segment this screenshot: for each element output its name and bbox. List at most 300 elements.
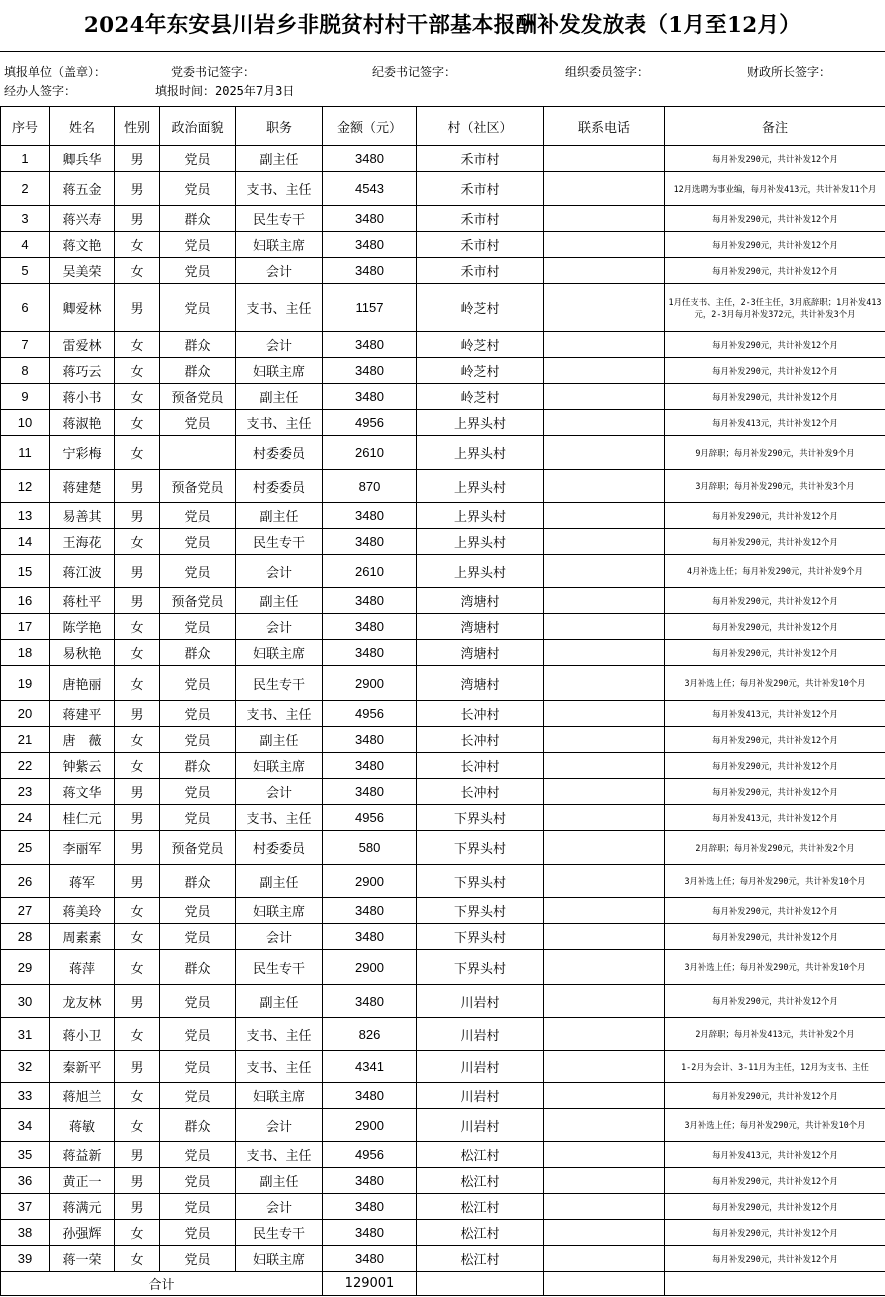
cell-index: 25 [1,831,50,865]
cell-name: 宁彩梅 [50,436,115,470]
cell-name: 易秋艳 [50,640,115,666]
cell-name: 桂仁元 [50,805,115,831]
cell-remarks: 3月补选上任；每月补发290元，共计补发10个月 [665,865,885,898]
cell-gender: 男 [115,503,160,529]
cell-political-status: 党员 [160,805,236,831]
cell-amount: 3480 [323,1194,417,1220]
cell-political-status: 预备党员 [160,470,236,503]
cell-political-status: 群众 [160,1109,236,1142]
cell-position: 妇联主席 [236,358,323,384]
cell-index: 7 [1,332,50,358]
cell-political-status: 党员 [160,1142,236,1168]
cell-remarks: 每月补发290元，共计补发12个月 [665,146,885,172]
cell-phone [544,258,665,284]
cell-gender: 男 [115,206,160,232]
cell-amount: 3480 [323,898,417,924]
cell-name: 孙强辉 [50,1220,115,1246]
cell-gender: 女 [115,666,160,701]
table-row [1,1083,885,1109]
header-remarks: 备注 [665,107,885,146]
cell-phone [544,206,665,232]
cell-amount: 3480 [323,503,417,529]
table-row [1,232,885,258]
cell-village: 松江村 [417,1220,544,1246]
cell-name: 易善其 [50,503,115,529]
cell-political-status: 党员 [160,258,236,284]
cell-amount: 4956 [323,410,417,436]
cell-index: 10 [1,410,50,436]
cell-gender: 女 [115,1083,160,1109]
cell-village: 上界头村 [417,529,544,555]
cell-village: 川岩村 [417,1109,544,1142]
cell-phone [544,1051,665,1083]
cell-index: 15 [1,555,50,588]
cell-village: 下界头村 [417,898,544,924]
cell-phone [544,1168,665,1194]
cell-amount: 3480 [323,384,417,410]
cell-index: 36 [1,1168,50,1194]
cell-remarks: 每月补发413元，共计补发12个月 [665,410,885,436]
cell-gender: 男 [115,146,160,172]
cell-gender: 女 [115,258,160,284]
cell-position: 民生专干 [236,529,323,555]
cell-name: 蒋建平 [50,701,115,727]
cell-phone [544,146,665,172]
header-village: 村（社区） [417,107,544,146]
cell-village: 长冲村 [417,701,544,727]
cell-village: 岭芝村 [417,358,544,384]
table-row [1,666,885,701]
cell-political-status: 预备党员 [160,588,236,614]
cell-gender: 女 [115,950,160,985]
cell-amount: 870 [323,470,417,503]
cell-remarks: 9月辞职；每月补发290元，共计补发9个月 [665,436,885,470]
cell-political-status: 群众 [160,206,236,232]
cell-gender: 女 [115,924,160,950]
cell-position: 支书、主任 [236,1018,323,1051]
cell-phone [544,1083,665,1109]
cell-political-status: 群众 [160,753,236,779]
cell-index: 18 [1,640,50,666]
cell-phone [544,529,665,555]
cell-amount: 3480 [323,779,417,805]
total-empty-cell [544,1272,665,1296]
cell-position: 副主任 [236,727,323,753]
table-row [1,436,885,470]
cell-remarks: 每月补发290元，共计补发12个月 [665,1083,885,1109]
cell-village: 岭芝村 [417,384,544,410]
cell-name: 蒋杜平 [50,588,115,614]
cell-amount: 3480 [323,258,417,284]
cell-amount: 4543 [323,172,417,206]
cell-index: 39 [1,1246,50,1272]
cell-amount: 4956 [323,805,417,831]
table-row [1,924,885,950]
cell-phone [544,1109,665,1142]
cell-remarks: 1月任支书、主任，2-3任主任，3月底辞职；1月补发413元，2-3月每月补发372元，共计补发3个月 [665,284,885,332]
cell-village: 川岩村 [417,985,544,1018]
header-gender: 性别 [115,107,160,146]
cell-gender: 女 [115,1109,160,1142]
cell-gender: 男 [115,1051,160,1083]
cell-gender: 女 [115,1220,160,1246]
cell-political-status: 党员 [160,666,236,701]
cell-phone [544,614,665,640]
table-row [1,1246,885,1272]
cell-political-status: 党员 [160,503,236,529]
salary-table [0,106,885,1296]
cell-index: 32 [1,1051,50,1083]
cell-position: 支书、主任 [236,805,323,831]
cell-phone [544,805,665,831]
cell-gender: 女 [115,727,160,753]
cell-position: 会计 [236,555,323,588]
cell-phone [544,436,665,470]
cell-name: 蒋淑艳 [50,410,115,436]
table-row [1,503,885,529]
cell-amount: 1157 [323,284,417,332]
table-row [1,1109,885,1142]
cell-amount: 3480 [323,753,417,779]
cell-phone [544,384,665,410]
cell-position: 妇联主席 [236,232,323,258]
cell-name: 蒋军 [50,865,115,898]
table-row [1,284,885,332]
cell-phone [544,1194,665,1220]
cell-position: 支书、主任 [236,284,323,332]
cell-name: 蒋建楚 [50,470,115,503]
cell-position: 会计 [236,1194,323,1220]
cell-amount: 3480 [323,232,417,258]
cell-name: 蒋萍 [50,950,115,985]
cell-position: 副主任 [236,588,323,614]
cell-name: 蒋满元 [50,1194,115,1220]
cell-amount: 2900 [323,865,417,898]
cell-gender: 男 [115,588,160,614]
cell-gender: 男 [115,1168,160,1194]
cell-phone [544,470,665,503]
cell-political-status: 党员 [160,172,236,206]
cell-phone [544,727,665,753]
cell-village: 下界头村 [417,950,544,985]
cell-village: 湾塘村 [417,614,544,640]
cell-name: 黄正一 [50,1168,115,1194]
table-row [1,555,885,588]
cell-remarks: 每月补发290元，共计补发12个月 [665,384,885,410]
cell-gender: 女 [115,1018,160,1051]
cell-remarks: 每月补发290元，共计补发12个月 [665,588,885,614]
cell-amount: 3480 [323,1168,417,1194]
cell-phone [544,950,665,985]
cell-amount: 3480 [323,614,417,640]
cell-remarks: 3月补选上任；每月补发290元，共计补发10个月 [665,1109,885,1142]
cell-amount: 2900 [323,950,417,985]
cell-index: 26 [1,865,50,898]
cell-gender: 男 [115,1194,160,1220]
cell-village: 下界头村 [417,831,544,865]
cell-position: 村委委员 [236,470,323,503]
cell-amount: 3480 [323,727,417,753]
cell-index: 22 [1,753,50,779]
cell-position: 会计 [236,258,323,284]
table-row [1,753,885,779]
cell-political-status: 党员 [160,232,236,258]
header-name: 姓名 [50,107,115,146]
cell-remarks: 每月补发290元，共计补发12个月 [665,779,885,805]
cell-index: 6 [1,284,50,332]
cell-village: 湾塘村 [417,666,544,701]
cell-amount: 2610 [323,436,417,470]
cell-political-status: 党员 [160,614,236,640]
table-row [1,172,885,206]
table-row [1,1018,885,1051]
cell-remarks: 每月补发290元，共计补发12个月 [665,614,885,640]
cell-gender: 女 [115,753,160,779]
cell-political-status: 党员 [160,898,236,924]
cell-political-status: 预备党员 [160,384,236,410]
cell-name: 蒋巧云 [50,358,115,384]
table-row [1,358,885,384]
cell-village: 下界头村 [417,924,544,950]
total-empty-cell [417,1272,544,1296]
cell-position: 妇联主席 [236,898,323,924]
cell-position: 民生专干 [236,1220,323,1246]
cell-remarks: 4月补选上任；每月补发290元，共计补发9个月 [665,555,885,588]
cell-village: 禾市村 [417,146,544,172]
cell-remarks: 每月补发290元，共计补发12个月 [665,985,885,1018]
cell-position: 副主任 [236,384,323,410]
cell-name: 蒋兴寿 [50,206,115,232]
cell-amount: 3480 [323,206,417,232]
table-row [1,1168,885,1194]
cell-index: 27 [1,898,50,924]
table-row [1,727,885,753]
table-row [1,1051,885,1083]
cell-phone [544,284,665,332]
cell-index: 37 [1,1194,50,1220]
cell-remarks: 每月补发290元，共计补发12个月 [665,898,885,924]
cell-index: 11 [1,436,50,470]
cell-name: 卿爱林 [50,284,115,332]
cell-gender: 男 [115,172,160,206]
cell-gender: 女 [115,410,160,436]
cell-name: 龙友林 [50,985,115,1018]
cell-political-status: 群众 [160,332,236,358]
meta-fill-time: 填报时间：2025年7月3日 [155,84,295,98]
cell-phone [544,924,665,950]
cell-amount: 580 [323,831,417,865]
cell-position: 支书、主任 [236,701,323,727]
header-position: 职务 [236,107,323,146]
cell-index: 28 [1,924,50,950]
cell-index: 30 [1,985,50,1018]
cell-name: 蒋旭兰 [50,1083,115,1109]
cell-village: 川岩村 [417,1051,544,1083]
table-row [1,410,885,436]
cell-phone [544,410,665,436]
total-empty-cell [665,1272,885,1296]
cell-political-status: 党员 [160,1168,236,1194]
cell-village: 岭芝村 [417,284,544,332]
cell-phone [544,1246,665,1272]
meta-org-member: 组织委员签字： [565,65,650,79]
cell-phone [544,1018,665,1051]
cell-political-status: 群众 [160,640,236,666]
cell-position: 民生专干 [236,206,323,232]
cell-phone [544,172,665,206]
cell-amount: 3480 [323,924,417,950]
cell-name: 雷爱林 [50,332,115,358]
cell-index: 29 [1,950,50,985]
table-row [1,470,885,503]
cell-gender: 男 [115,779,160,805]
cell-position: 村委委员 [236,831,323,865]
cell-index: 31 [1,1018,50,1051]
table-header-row [1,107,885,146]
cell-phone [544,588,665,614]
cell-remarks: 每月补发290元，共计补发12个月 [665,258,885,284]
cell-position: 副主任 [236,503,323,529]
cell-name: 陈学艳 [50,614,115,640]
cell-remarks: 每月补发290元，共计补发12个月 [665,1220,885,1246]
cell-gender: 女 [115,232,160,258]
cell-political-status: 党员 [160,1194,236,1220]
cell-political-status: 党员 [160,701,236,727]
cell-amount: 3480 [323,1246,417,1272]
table-row [1,588,885,614]
cell-name: 蒋文华 [50,779,115,805]
cell-remarks: 每月补发290元，共计补发12个月 [665,358,885,384]
table-row [1,985,885,1018]
cell-name: 卿兵华 [50,146,115,172]
table-row [1,640,885,666]
cell-name: 周素素 [50,924,115,950]
meta-handler: 经办人签字： [4,84,77,98]
cell-gender: 女 [115,1246,160,1272]
cell-remarks: 每月补发413元，共计补发12个月 [665,701,885,727]
cell-phone [544,701,665,727]
cell-position: 村委委员 [236,436,323,470]
cell-gender: 男 [115,831,160,865]
cell-name: 蒋江波 [50,555,115,588]
cell-name: 钟紫云 [50,753,115,779]
cell-index: 3 [1,206,50,232]
cell-position: 会计 [236,614,323,640]
total-amount: 129001 [323,1272,417,1296]
cell-position: 会计 [236,332,323,358]
cell-position: 支书、主任 [236,1142,323,1168]
cell-phone [544,232,665,258]
cell-village: 松江村 [417,1194,544,1220]
cell-political-status: 党员 [160,985,236,1018]
cell-village: 下界头村 [417,865,544,898]
cell-village: 岭芝村 [417,332,544,358]
table-row [1,146,885,172]
table-row [1,529,885,555]
table-row [1,614,885,640]
cell-amount: 3480 [323,146,417,172]
cell-index: 13 [1,503,50,529]
cell-gender: 男 [115,470,160,503]
cell-gender: 女 [115,529,160,555]
cell-index: 2 [1,172,50,206]
cell-village: 禾市村 [417,232,544,258]
cell-name: 蒋文艳 [50,232,115,258]
cell-remarks: 3月辞职；每月补发290元，共计补发3个月 [665,470,885,503]
cell-phone [544,753,665,779]
cell-gender: 女 [115,436,160,470]
cell-index: 14 [1,529,50,555]
meta-discipline-secretary: 纪委书记签字： [372,65,457,79]
cell-remarks: 每月补发290元，共计补发12个月 [665,1168,885,1194]
cell-index: 16 [1,588,50,614]
cell-village: 长冲村 [417,753,544,779]
cell-index: 12 [1,470,50,503]
cell-village: 长冲村 [417,779,544,805]
cell-village: 上界头村 [417,503,544,529]
cell-name: 蒋小书 [50,384,115,410]
cell-gender: 男 [115,805,160,831]
cell-gender: 男 [115,555,160,588]
cell-remarks: 每月补发290元，共计补发12个月 [665,206,885,232]
cell-political-status: 党员 [160,284,236,332]
cell-political-status: 党员 [160,146,236,172]
header-political-status: 政治面貌 [160,107,236,146]
cell-remarks: 3月补选上任；每月补发290元，共计补发10个月 [665,666,885,701]
cell-position: 会计 [236,1109,323,1142]
cell-phone [544,831,665,865]
cell-remarks: 每月补发290元，共计补发12个月 [665,1194,885,1220]
cell-political-status: 党员 [160,727,236,753]
cell-name: 王海花 [50,529,115,555]
table-row [1,332,885,358]
cell-index: 33 [1,1083,50,1109]
header-index: 序号 [1,107,50,146]
cell-amount: 3480 [323,640,417,666]
cell-political-status: 群众 [160,950,236,985]
cell-amount: 3480 [323,1083,417,1109]
cell-phone [544,358,665,384]
cell-amount: 2900 [323,1109,417,1142]
cell-phone [544,985,665,1018]
cell-political-status: 群众 [160,358,236,384]
cell-phone [544,666,665,701]
cell-gender: 女 [115,898,160,924]
cell-political-status: 预备党员 [160,831,236,865]
cell-political-status: 党员 [160,1018,236,1051]
cell-village: 湾塘村 [417,588,544,614]
cell-gender: 男 [115,985,160,1018]
cell-phone [544,555,665,588]
cell-village: 上界头村 [417,436,544,470]
table-row [1,779,885,805]
cell-index: 1 [1,146,50,172]
cell-gender: 男 [115,1142,160,1168]
cell-political-status: 群众 [160,865,236,898]
cell-remarks: 每月补发290元，共计补发12个月 [665,332,885,358]
cell-remarks: 1-2月为会计、3-11月为主任，12月为支书、主任 [665,1051,885,1083]
cell-political-status: 党员 [160,1083,236,1109]
cell-remarks: 每月补发290元，共计补发12个月 [665,1246,885,1272]
cell-position: 副主任 [236,985,323,1018]
cell-village: 长冲村 [417,727,544,753]
cell-village: 松江村 [417,1142,544,1168]
cell-gender: 女 [115,332,160,358]
cell-position: 妇联主席 [236,1083,323,1109]
cell-position: 副主任 [236,865,323,898]
cell-amount: 4341 [323,1051,417,1083]
cell-village: 下界头村 [417,805,544,831]
